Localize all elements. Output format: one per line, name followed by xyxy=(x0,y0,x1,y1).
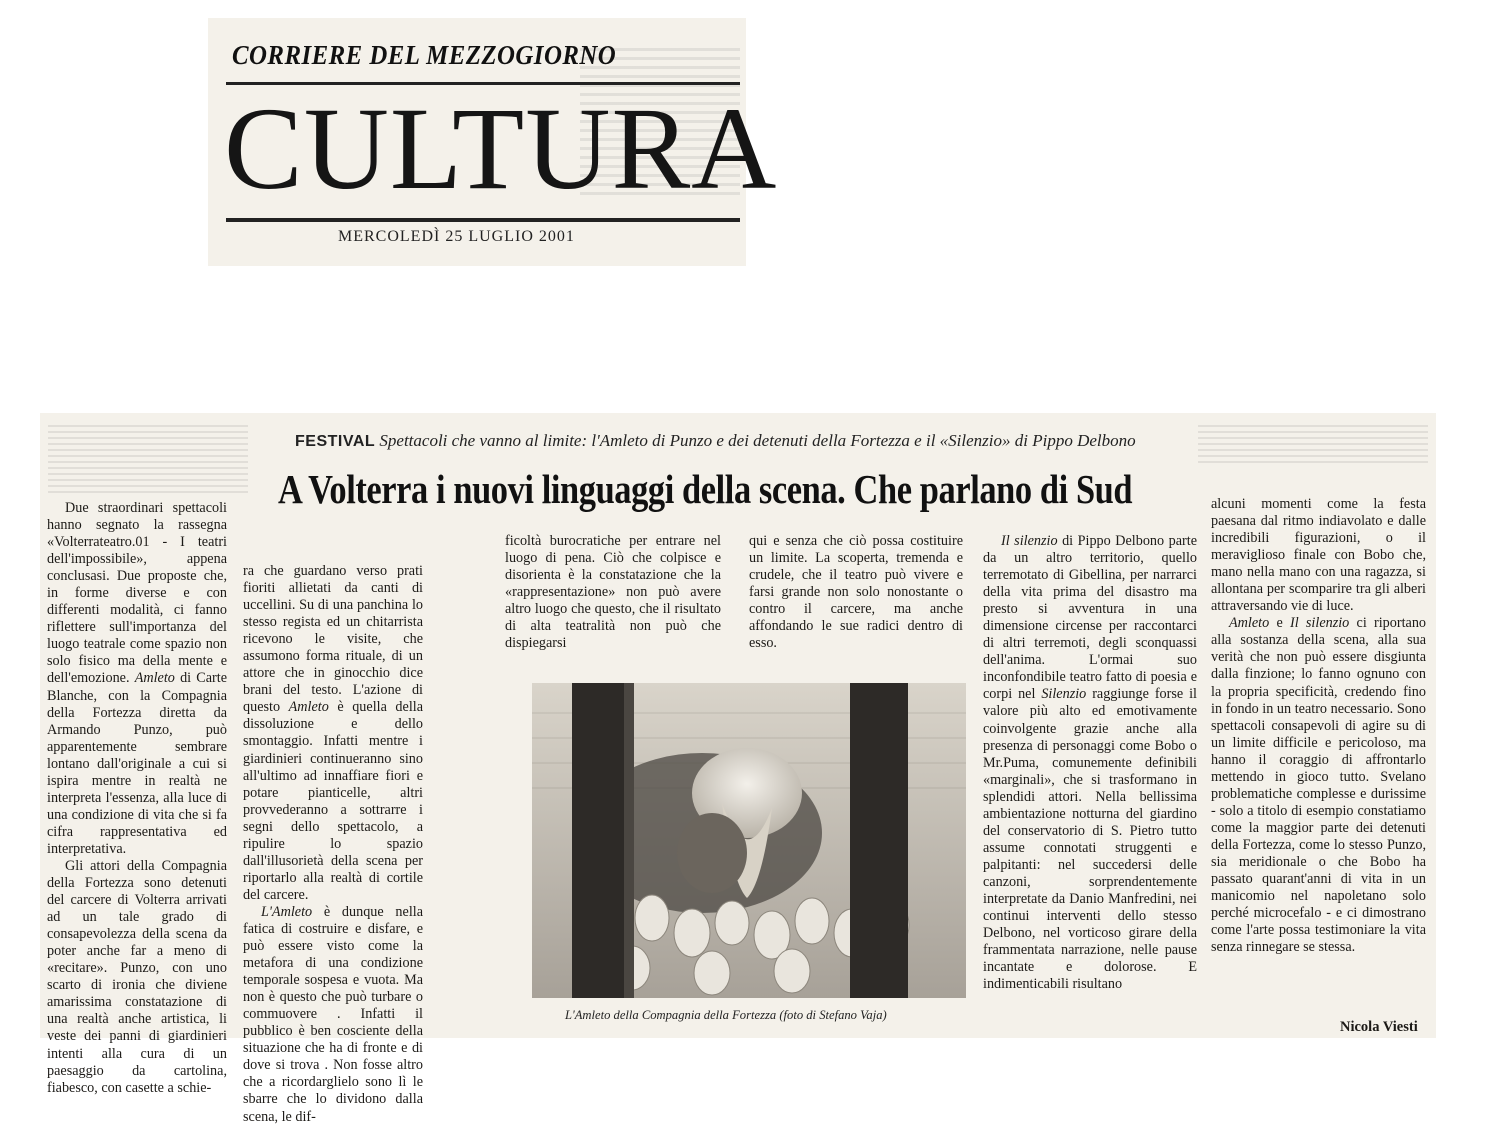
paragraph xyxy=(1211,615,1426,956)
emphasis-title: Silenzio xyxy=(1041,686,1087,703)
issue-date: MERCOLEDÌ 25 LUGLIO 2001 xyxy=(338,228,575,245)
section-title: CULTURA xyxy=(224,83,778,214)
paragraph xyxy=(983,533,1197,993)
article-column-5 xyxy=(983,533,1197,993)
article-author: Nicola Viesti xyxy=(1340,1019,1418,1035)
paragraph xyxy=(47,500,227,858)
kicker-summary: Spettacoli che vanno al limite: l'Amleto di Punzo e dei detenuti della Fortezza e il «Silenzio» di Pippo Delbono xyxy=(379,431,1136,450)
article-photo xyxy=(532,683,966,998)
article-column-6 xyxy=(1211,496,1426,956)
article-column-1 xyxy=(47,500,227,1097)
emphasis-title: Amleto xyxy=(288,699,329,716)
bleed-through-table xyxy=(48,425,248,495)
paragraph-text: ci riportano alla sostanza della scena, alla sua verità che non può essere disgiunta dalla finzione; lo fanno ognuno con la propria specificità, credendo fino in fondo in un teatro necessario. Sono spettacoli consapevoli di agire su di un limite difficile e pericoloso, ma hanno il coraggio di affrontarlo mettendo in gioco tutto. Svelano problematiche complesse e durissime - solo a titolo di esempio constatiamo come la maggior parte dei detenuti della Fortezza, come lo stesso Punzo, sia meridionale o che Bobo ha passato quarant'anni di vita in un manicomio nel napoletano solo perché microcefalo - e ci dimostrano come l'arte possa testimoniare la vita senza rinnegare se stessa. xyxy=(1211,615,1427,956)
article-column-4 xyxy=(749,533,963,652)
paragraph: qui e senza che ciò possa costituire un limite. La scoperta, tremenda e crudele, che il teatro può vivere e farsi grande non solo nonostante o contro il carcere, ma anche affondando le sue radici dentro di esso. xyxy=(749,533,963,652)
conjunction: e xyxy=(1276,615,1283,632)
paragraph-text: Due straordinari spettacoli hanno segnato la rassegna «Volterrateatro.01 - I teatri dell'impossibile», appena conclusasi. Due proposte che, in forme diverse e con differenti modalità, ci fanno riflettere sull'importanza del luogo teatrale come spazio non solo fisico ma della mente e dell'emozione. xyxy=(47,500,227,687)
article-clipping xyxy=(40,413,1436,1125)
paragraph-text: è dunque nella fatica di costruire e disfare, e può essere visto come la metafora di una condizione temporale sospesa e vuota. Ma non è questo che può turbare o commuovere . Infatti il pubblico è ben cosciente della situazione che ha di fronte e di dove si trova . Non fosse altro che a ricordarglielo sono lì le sbarre che lo dividono dalla scena, le dif- xyxy=(243,903,423,1125)
masthead-clipping xyxy=(208,18,778,266)
article-kicker xyxy=(295,431,1136,451)
article-headline: A Volterra i nuovi linguaggi della scena. Che parlano di Sud xyxy=(278,466,1133,512)
paragraph: Gli attori della Compagnia della Fortezza sono detenuti del carcere di Volterra arrivati ad un tale grado di consapevolezza della scena da poter anche far a meno di «recitare». Punzo, con uno scarto di ironia che diviene amarissima constatazione di una realtà anche artistica, li veste dei panni di giardinieri intenti alla cura di un paesaggio da cartolina, fiabesco, con casette a schie- xyxy=(47,857,227,1096)
emphasis-title: Amleto xyxy=(134,670,175,687)
paragraph xyxy=(243,563,423,904)
emphasis-title: Amleto xyxy=(1229,615,1270,632)
bleed-through-text xyxy=(1198,425,1428,465)
article-column-2 xyxy=(243,563,423,1126)
emphasis-title: Il silenzio xyxy=(1290,615,1350,632)
paragraph xyxy=(243,904,423,1126)
article-column-3 xyxy=(505,533,721,652)
kicker-tag: FESTIVAL xyxy=(295,433,376,450)
newspaper-name: CORRIERE DEL MEZZOGIORNO xyxy=(232,40,617,70)
paragraph: ficoltà burocratiche per entrare nel luogo di pena. Ciò che colpisce e disorienta è la constatazione che la «rappresentazione» non può avere altro luogo che questo, che il risultato di alta teatralità non può che dispiegarsi xyxy=(505,533,721,652)
paragraph-text: è quella della dissoluzione e dello smontaggio. Infatti mentre i giardinieri continueranno sino all'ultimo ad innaffiare fiori e potare pianticelle, altri provvederanno a sottrarre i segni dello spettacolo, a ripulire lo spazio dall'illusorietà della scena per riportarlo alla realtà di cortile del carcere. xyxy=(243,699,424,903)
photo-caption: L'Amleto della Compagnia della Fortezza (foto di Stefano Vaja) xyxy=(565,1008,887,1022)
paragraph-text: di Pippo Delbono parte da un altro territorio, quello terremotato di Gibellina, per narrarci della vita prima del disastro ma presto si avventura in una dimensione circense per raccontarci di altri terremoti, degli sconquassi dell'anima. L'ormai suo inconfondibile teatro fatto di poesia e corpi nel xyxy=(983,533,1197,703)
paragraph: alcuni momenti come la festa paesana dal ritmo indiavolato e dalle incredibili figurazioni, o il meraviglioso finale con Bobo che, mano nella mano con una ragazza, si allontana per scomparire tra gli alberi attraversando vie di luce. xyxy=(1211,496,1426,615)
paragraph-text: raggiunge forse il valore più alto ed emotivamente coinvolgente grazie anche alla presenza di personaggi come Bobo o Mr.Puma, comunemente definibili «marginali», che si trasformano in splendidi attori. Nella bellissima ambientazione notturna del giardino del conservatorio di S. Pietro tutto assume connotati struggenti e palpitanti: nel succedersi delle canzoni, sorprendentemente interpretate da Danio Manfredini, nei continui interventi dello stesso Delbono, nel vorticoso girare della frammentata narrazione, nelle pause incantate e dolorose. E indimenticabili risultano xyxy=(983,686,1197,993)
section-rule-bottom xyxy=(226,218,740,222)
emphasis-title: Il silenzio xyxy=(1001,533,1058,549)
emphasis-title: L'Amleto xyxy=(261,903,313,920)
paragraph-text: ra che guardano verso prati fioriti allietati da canti di uccellini. Su di una panchina lo stesso regista ed un chitarrista ricevono le visite, che assumono forma rituale, di un attore che in ginocchio dice brani del testo. L'azione di questo xyxy=(243,563,423,716)
paragraph-text: di Carte Blanche, con la Compagnia della Fortezza diretta da Armando Punzo, può apparentemente sembrare lontano dall'originale a cui si ispira mentre in realtà ne interpreta l'essenza, alla luce di una condizione di vita che si fa cifra rappresentativa ed interpretativa. xyxy=(47,670,227,857)
photo-illustration xyxy=(532,683,966,998)
